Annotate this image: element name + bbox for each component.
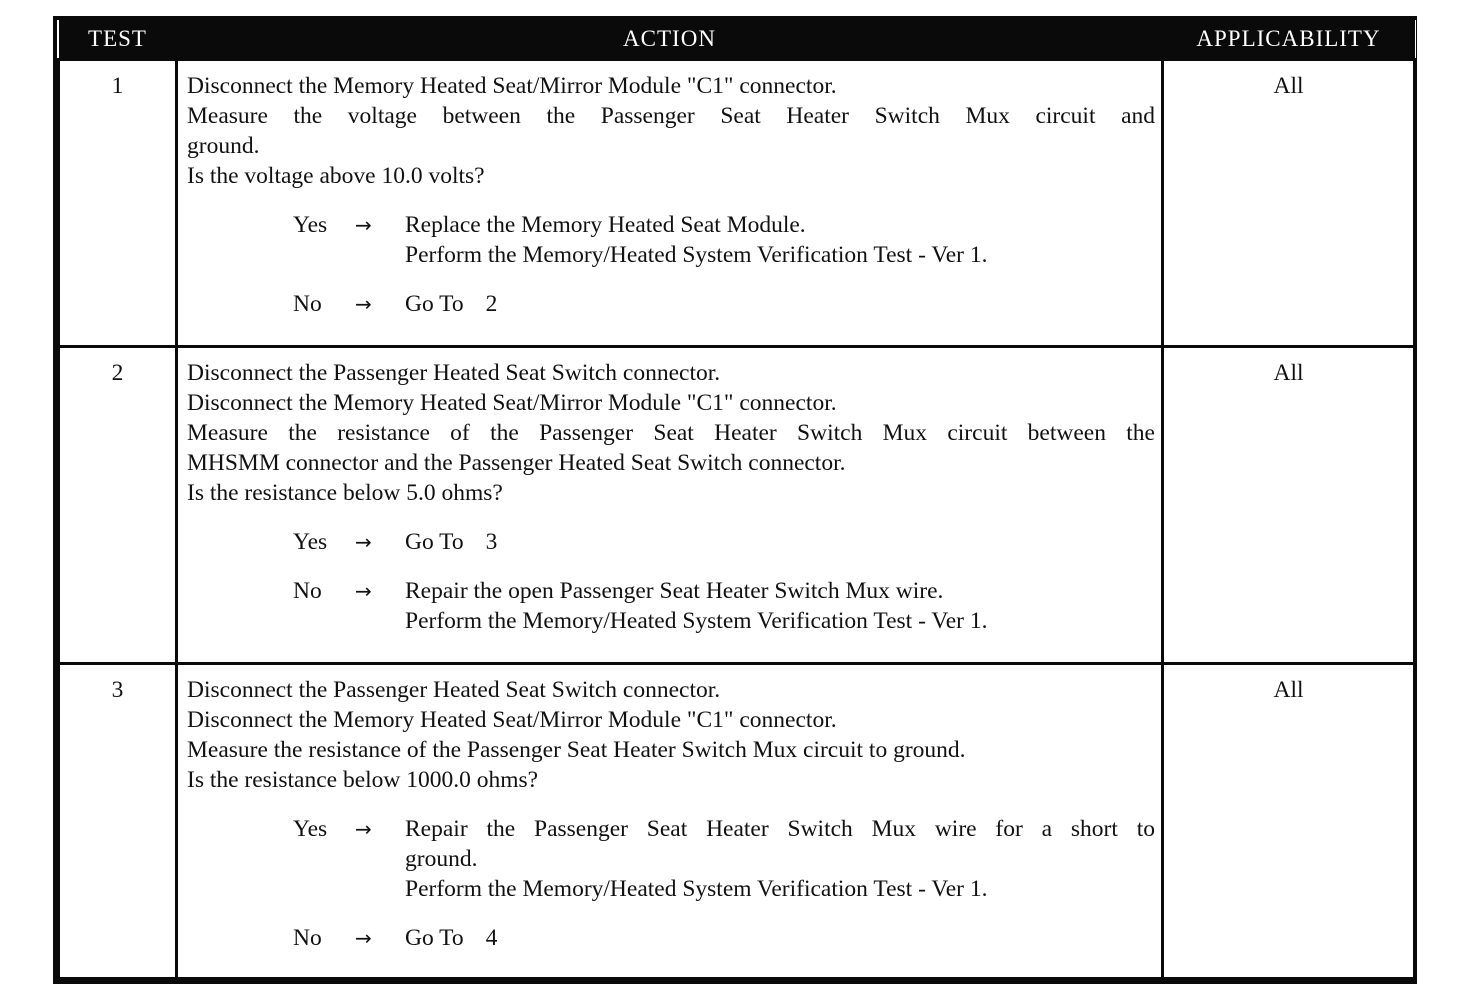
result-line: Perform the Memory/Heated System Verification Test - Ver 1. — [405, 876, 988, 902]
action-step: ground. — [187, 133, 260, 159]
right-arrow-icon: → — [355, 579, 372, 603]
right-arrow-icon: → — [355, 530, 372, 554]
yes-result — [405, 527, 1155, 557]
result-line: ground. — [405, 846, 478, 872]
test-row-3 — [59, 664, 1415, 979]
action-step: Disconnect the Passenger Heated Seat Switch connector. — [187, 677, 721, 703]
outcomes — [187, 210, 1155, 319]
outcome-yes — [187, 527, 1155, 557]
yes-result — [405, 210, 1155, 270]
goto-text: Go To — [405, 291, 464, 317]
applicability-value: All — [1163, 347, 1415, 664]
goto-text: Go To — [405, 529, 464, 555]
outcomes — [187, 814, 1155, 953]
outcome-no — [187, 576, 1155, 636]
header-applicability: APPLICABILITY — [1163, 20, 1415, 60]
result-line: Perform the Memory/Heated System Verification Test - Ver 1. — [405, 242, 988, 268]
goto-test-link[interactable]: 4 — [485, 925, 498, 951]
goto-test-link[interactable]: 2 — [485, 291, 498, 317]
no-label: No — [293, 291, 322, 317]
yes-label: Yes — [293, 816, 328, 842]
right-arrow-icon: → — [355, 817, 372, 841]
outcomes — [187, 527, 1155, 636]
no-result — [405, 289, 1155, 319]
result-line: Perform the Memory/Heated System Verification Test - Ver 1. — [405, 608, 988, 634]
outcome-yes — [187, 210, 1155, 270]
goto-text: Go To — [405, 925, 464, 951]
yes-label: Yes — [293, 529, 328, 555]
action-step: Disconnect the Passenger Heated Seat Switch connector. — [187, 360, 721, 386]
test-row-2 — [59, 347, 1415, 664]
yes-result — [405, 814, 1155, 904]
right-arrow-icon: → — [355, 213, 372, 237]
header-action: ACTION — [177, 20, 1163, 60]
goto-test-link[interactable]: 3 — [485, 529, 498, 555]
action-cell — [177, 347, 1163, 664]
action-step: Disconnect the Memory Heated Seat/Mirror Module "C1" connector. — [187, 73, 837, 99]
yes-label: Yes — [293, 212, 328, 238]
test-row-1 — [59, 60, 1415, 347]
action-step: Disconnect the Memory Heated Seat/Mirror Module "C1" connector. — [187, 707, 837, 733]
test-number: 1 — [59, 60, 177, 347]
header-test: TEST — [59, 20, 177, 60]
applicability-value: All — [1163, 60, 1415, 347]
action-question: Is the resistance below 1000.0 ohms? — [187, 767, 539, 793]
no-label: No — [293, 925, 322, 951]
test-number: 2 — [59, 347, 177, 664]
result-line: Repair the open Passenger Seat Heater Switch Mux wire. — [405, 578, 944, 604]
right-arrow-icon: → — [355, 926, 372, 950]
action-step: MHSMM connector and the Passenger Heated Seat Switch connector. — [187, 450, 846, 476]
result-line: Replace the Memory Heated Seat Module. — [405, 212, 806, 238]
action-cell — [177, 664, 1163, 979]
no-result — [405, 576, 1155, 636]
no-result — [405, 923, 1155, 953]
action-step: Measure the resistance of the Passenger Seat Heater Switch Mux circuit to ground. — [187, 737, 966, 763]
outcome-no — [187, 289, 1155, 319]
diagnostic-test-table — [57, 20, 1416, 980]
outcome-yes — [187, 814, 1155, 904]
action-question: Is the resistance below 5.0 ohms? — [187, 480, 503, 506]
action-step: Disconnect the Memory Heated Seat/Mirror Module "C1" connector. — [187, 390, 837, 416]
result-line: Repair the Passenger Seat Heater Switch Mux wire for a short to — [405, 816, 1155, 842]
no-label: No — [293, 578, 322, 604]
table-header-row — [59, 20, 1415, 60]
action-step: Measure the resistance of the Passenger Seat Heater Switch Mux circuit between the — [187, 420, 1155, 446]
test-number: 3 — [59, 664, 177, 979]
action-cell — [177, 60, 1163, 347]
outcome-no — [187, 923, 1155, 953]
applicability-value: All — [1163, 664, 1415, 979]
right-arrow-icon: → — [355, 292, 372, 316]
diagnostic-table-frame — [53, 16, 1417, 984]
action-question: Is the voltage above 10.0 volts? — [187, 163, 485, 189]
action-step: Measure the voltage between the Passenger Seat Heater Switch Mux circuit and — [187, 103, 1155, 129]
